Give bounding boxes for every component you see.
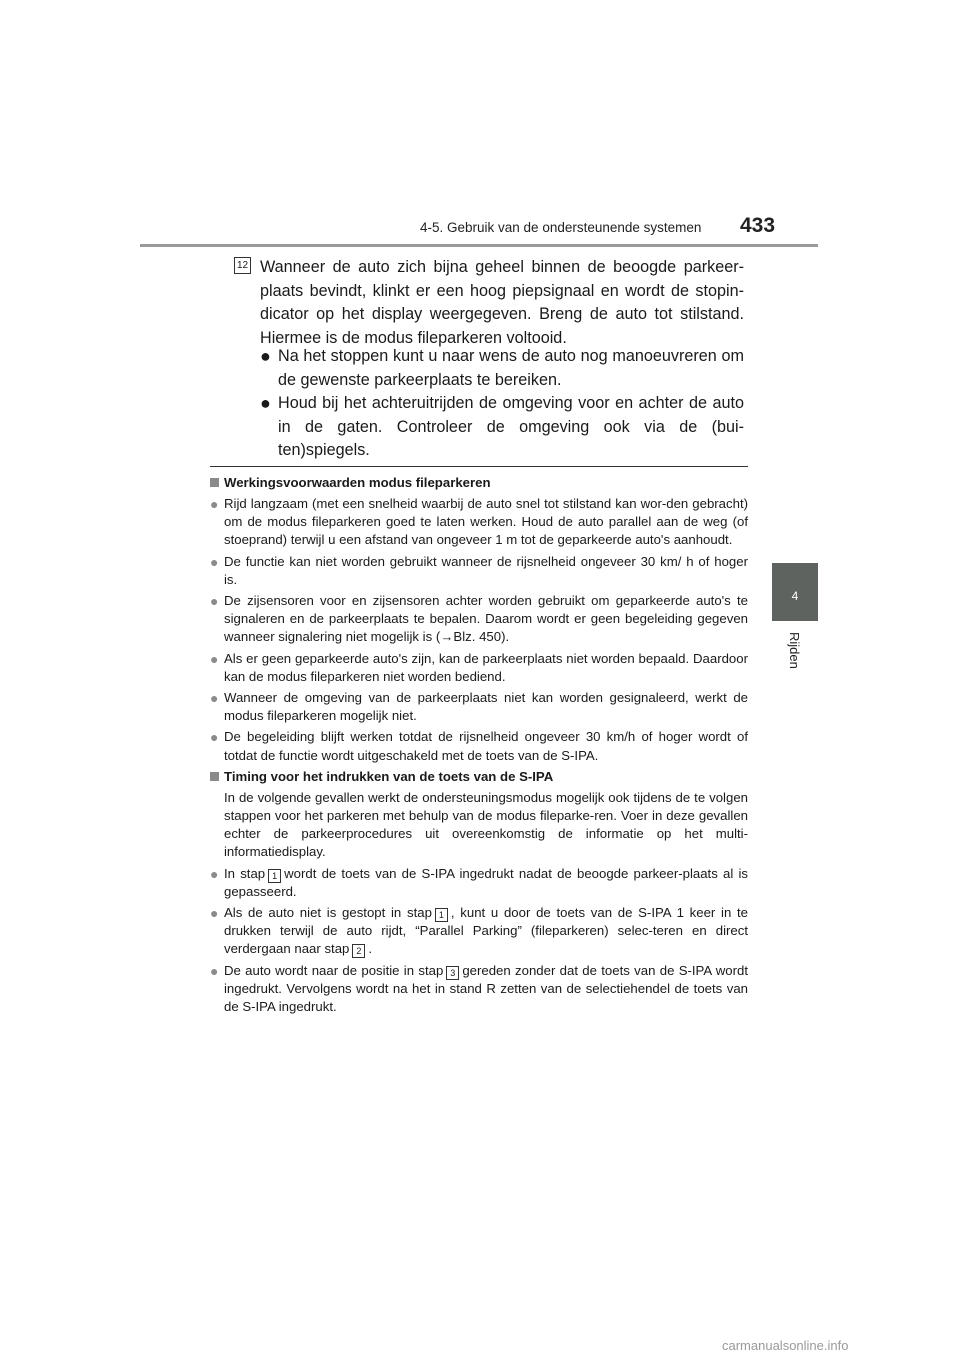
chapter-label-text: Rijden: [787, 632, 802, 669]
note-intro: In de volgende gevallen werkt de ondersteuningsmodus mogelijk ook tijdens de te volgen stappen voor het parkeren met behulp van de modus fileparke-ren. Voer in deze gevallen echter de parkeerprocedures uit overeenkomstig de informatie op het multi-informatiedisplay.: [224, 789, 748, 860]
header-rule: [140, 244, 818, 247]
note-item: [210, 495, 748, 550]
note-item-text: Als er geen geparkeerde auto's zijn, kan de parkeerplaats niet worden bepaald. Daardoor kan de modus fileparkeren niet worden bediend.: [224, 650, 748, 684]
step-bullet-text: Na het stoppen kunt u naar wens de auto nog manoeuvreren om de gewenste parkeerplaats te bereiken.: [278, 347, 744, 389]
note-item: [210, 728, 748, 764]
note-heading-text: Timing voor het indrukken van de toets van de S-IPA: [224, 768, 554, 784]
bullet-dot-icon: ●: [260, 346, 271, 366]
step-bullet: [260, 345, 744, 392]
note-item-text: De auto wordt naar de positie in stap: [224, 962, 444, 978]
section-title: 4-5. Gebruik van de ondersteunende systemen: [420, 220, 702, 235]
square-bullet-icon: [210, 478, 219, 487]
notes-rule: [210, 466, 748, 467]
bullet-dot-icon: ●: [260, 393, 271, 413]
note-item: [210, 689, 748, 725]
watermark: carmanualsonline.info: [722, 1338, 849, 1353]
bullet-dot-icon: ●: [210, 962, 219, 979]
chapter-tab: [772, 563, 818, 621]
step-text: Wanneer de auto zich bijna geheel binnen de beoogde parkeer-plaats bevindt, klinkt er een hoog piepsignaal en wordt de stopin-dicator op het display weergegeven. Breng de auto tot stilstand. Hiermee is de modus fileparkeren voltooid.: [260, 258, 744, 347]
note-heading: [210, 768, 748, 786]
bullet-dot-icon: ●: [210, 865, 219, 882]
note-heading-text: Werkingsvoorwaarden modus fileparkeren: [224, 475, 491, 490]
step-number-box: 12: [234, 257, 251, 274]
bullet-dot-icon: ●: [210, 690, 219, 707]
step-ref-box: 1: [435, 908, 448, 922]
note-item-text: Als de auto niet is gestopt in stap: [224, 905, 432, 921]
bullet-dot-icon: ●: [210, 553, 219, 570]
step-ref-box: 1: [268, 869, 281, 883]
square-bullet-icon: [210, 772, 219, 781]
bullet-dot-icon: ●: [210, 496, 219, 512]
chapter-label: [786, 632, 806, 692]
note-item-text: , kunt u door de toets van de S-IPA 1 keer in te drukken terwijl de auto rijdt, “Parallel Parking” (fileparkeren) selec-teren en direct verdergaan naar stap: [224, 905, 748, 957]
note-item-text: De zijsensoren voor en zijsensoren achter worden gebruikt om geparkeerde auto's te signaleren en de parkeerplaats te bepalen. Daarom wordt er geen begeleiding gegeven wanneer signalering niet mogelijk is (→Blz. 450).: [224, 593, 748, 645]
bullet-dot-icon: ●: [210, 729, 219, 746]
chapter-number: 4: [791, 589, 799, 603]
bullet-dot-icon: ●: [210, 650, 219, 667]
note-item-text: gereden zonder dat de toets van de S-IPA wordt ingedrukt. Vervolgens wordt na het in stand R zetten van de selectiehendel de toets van de S-IPA ingedrukt.: [224, 962, 748, 1015]
bullet-dot-icon: ●: [210, 905, 219, 922]
note-item-text: De begeleiding blijft werken totdat de rijsnelheid ongeveer 30 km/h of hoger wordt of totdat de functie wordt uitgeschakeld met de toets van de S-IPA.: [224, 729, 748, 763]
note-heading: [210, 474, 748, 492]
note-item: [210, 865, 748, 901]
notes-section: [210, 474, 748, 1019]
bullet-dot-icon: ●: [210, 593, 219, 610]
note-item-text: wordt de toets van de S-IPA ingedrukt nadat de beoogde parkeer-plaats al is gepasseerd.: [224, 865, 748, 899]
page-number: 433: [740, 214, 776, 237]
note-item-text: De functie kan niet worden gebruikt wanneer de rijsnelheid ongeveer 30 km/ h of hoger is.: [224, 553, 748, 587]
note-item-text: Rijd langzaam (met een snelheid waarbij de auto snel tot stilstand kan wor-den gebracht) om de modus fileparkeren goed te laten werken. Houd de auto parallel aan de weg (of stoeprand) terwijl u een afstand van ongeveer 1 m tot de geparkeerde auto's aanhoudt.: [224, 496, 748, 548]
note-item: [210, 650, 748, 686]
note-item-text: .: [368, 941, 373, 957]
step-bullets: [260, 345, 744, 463]
note-item: [210, 962, 748, 1017]
note-item: [210, 592, 748, 647]
note-item-text: Wanneer de omgeving van de parkeerplaats niet kan worden gesignaleerd, werkt de modus fileparkeren mogelijk niet.: [224, 690, 748, 724]
note-item: [210, 904, 748, 959]
note-item: [210, 553, 748, 589]
step-bullet: [260, 392, 744, 463]
step-ref-box: 3: [446, 966, 459, 980]
note-item-text: In stap: [224, 865, 266, 881]
step-bullet-text: Houd bij het achteruitrijden de omgeving voor en achter de auto in de gaten. Controleer de omgeving ook via de (bui-ten)spiegels.: [278, 394, 744, 459]
step-ref-box: 2: [352, 944, 365, 958]
